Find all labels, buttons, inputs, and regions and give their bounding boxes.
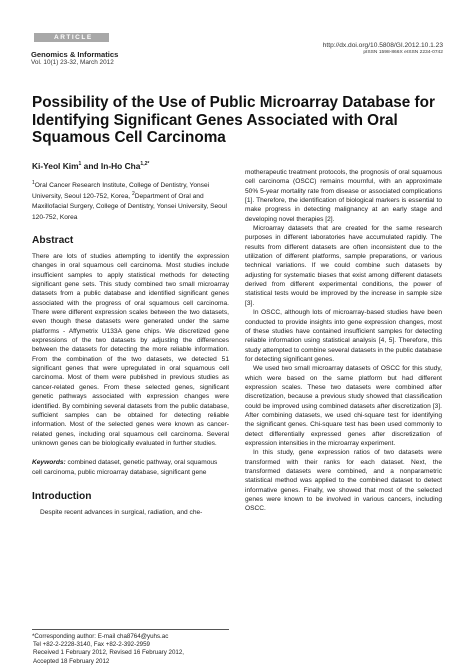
author-line	[32, 161, 229, 171]
author-2-sup: 1,2*	[140, 161, 150, 168]
keywords-label: Keywords:	[32, 459, 66, 467]
doi-block	[323, 42, 443, 55]
abstract-heading: Abstract	[32, 235, 74, 246]
footnote-corresponding: *Corresponding author: E-mail cha8764@yuhs.ac	[32, 633, 169, 640]
affil-1: Oral Cancer Research Institute, College of Dentistry, Yonsei University, Seoul 120-752, Korea,	[32, 182, 210, 200]
body-paragraph-1: motherapeutic treatment protocols, the prognosis of oral squamous cell carcinoma (OSCC) remains mournful, with an approximate 50% 5-year mortality rate from disease or associated complications [1]. Therefore, the identification of biological markers is essential to make progress in detecting malignancy at an early stage and developing novel therapies [2].	[245, 169, 442, 223]
page-header	[31, 26, 443, 66]
affiliations	[32, 181, 229, 223]
paper-title: Possibility of the Use of Public Microarray Database for Identifying Significant Genes Associated with Oral Squamous Cell Carcinoma	[32, 94, 435, 146]
doi-link[interactable]: http://dx.doi.org/10.5808/GI.2012.10.1.23	[322, 42, 443, 49]
abstract-text: There are lots of studies attempting to identify the expression changes in oral squamous cell carcinoma. Most studies include insufficient samples to apply statistical methods for detecting significant gene sets. This study combined two small microarray datasets from a public database and identified significant genes associated with the progress of oral squamous cell carcinoma. There were different expression scales between the two datasets, even though these datasets were generated under the same platforms - Affymetrix U133A gene chips. We discretized gene expressions of the two datasets by adjusting the differences between the datasets for detecting the more reliable information. From the combination of the two datasets, we detected 51 significant genes that were upregulated in oral squamous cell carcinoma. Most of them were published in previous studies as cancer-related genes. From these selected genes, significant genetic pathways associated with expression changes were identified. By combining several datasets from the public database, sufficient samples can be obtained for detecting reliable information. Most of the selected genes were known as cancer-related genes, including oral squamous cell carcinoma. Several unknown genes can be biologically evaluated in further studies.	[32, 253, 229, 447]
author-joiner: and	[81, 161, 101, 171]
body-paragraph-2: Microarray datasets that are created for the same research purposes in different laboratories have accumulated rapidly. The results from different datasets are often inconsistent due to the utilization of different platforms, sample preparations, or various technical variations. If we could combine such datasets by adjusting for systematic biases that exist among different datasets derived from different experimental conditions, the power of statistical tests would be improved by the increase in sample size [3].	[245, 225, 442, 307]
body-paragraph-3: In OSCC, although lots of microarray-based studies have been conducted to provide insights into gene expression changes, most of these studies have contained insufficient samples for detecting reliable information using statistical analysis [4, 5]. Therefore, this study attempted to combine several datasets in the public database for detecting significant genes.	[245, 309, 442, 363]
journal-volume: Vol. 10(1) 23-32, March 2012	[31, 59, 114, 66]
keywords-text: combined dataset, genetic pathway, oral squamous cell carcinoma, public microarray database, significant gene	[32, 459, 218, 476]
article-type-badge: ARTICLE	[34, 33, 109, 42]
affil-2-sup: 2	[131, 190, 135, 197]
issn: pISSN 1598-866X eISSN 2234-0742	[363, 50, 443, 55]
introduction-text: Despite recent advances in surgical, radiation, and che-	[40, 508, 203, 516]
affil-1-sup: 1	[32, 179, 35, 186]
introduction-heading: Introduction	[32, 490, 92, 502]
author-1-sup: 1	[78, 161, 82, 168]
left-column	[32, 161, 229, 517]
footnote	[32, 629, 229, 666]
affil-2: Department of Oral and Maxillofacial Surgery, College of Dentistry, Yonsei University, Seoul 120-752, Korea	[32, 192, 227, 221]
journal-name: Genomics & Informatics	[31, 50, 119, 59]
body-paragraph-5: In this study, gene expression ratios of two datasets were transformed with their ranks for each dataset. Next, the transformed datasets were combined, and a nonparametric statistical method was applied to the combined dataset to detect informative genes. Finally, we showed that most of the selected genes were known to be involved in various cancers, including OSCC.	[245, 449, 442, 513]
footnote-received: Received 1 February 2012, Revised 16 February 2012,	[33, 649, 184, 657]
footnote-contact: Tel +82-2-2228-3140, Fax +82-2-392-2959	[33, 641, 150, 649]
right-column	[245, 168, 442, 514]
body-paragraph-4: We used two small microarray datasets of OSCC for this study, which were based on the same platform but had different expression scales. These two datasets were combined after discretization, because a previous study showed that classification could be improved using combined datasets after discretization [3]. After combining datasets, we used chi-square test for identifying the significant genes. Chi-square test has been used commonly to detect differentially expressed genes after discretization of expression intensities in the microarray experiment.	[245, 365, 442, 447]
footnote-accepted: Accepted 18 February 2012	[33, 657, 110, 665]
author-1: Ki-Yeol Kim	[32, 161, 79, 171]
keywords	[32, 458, 229, 477]
author-2: In-Ho Cha	[100, 161, 141, 171]
